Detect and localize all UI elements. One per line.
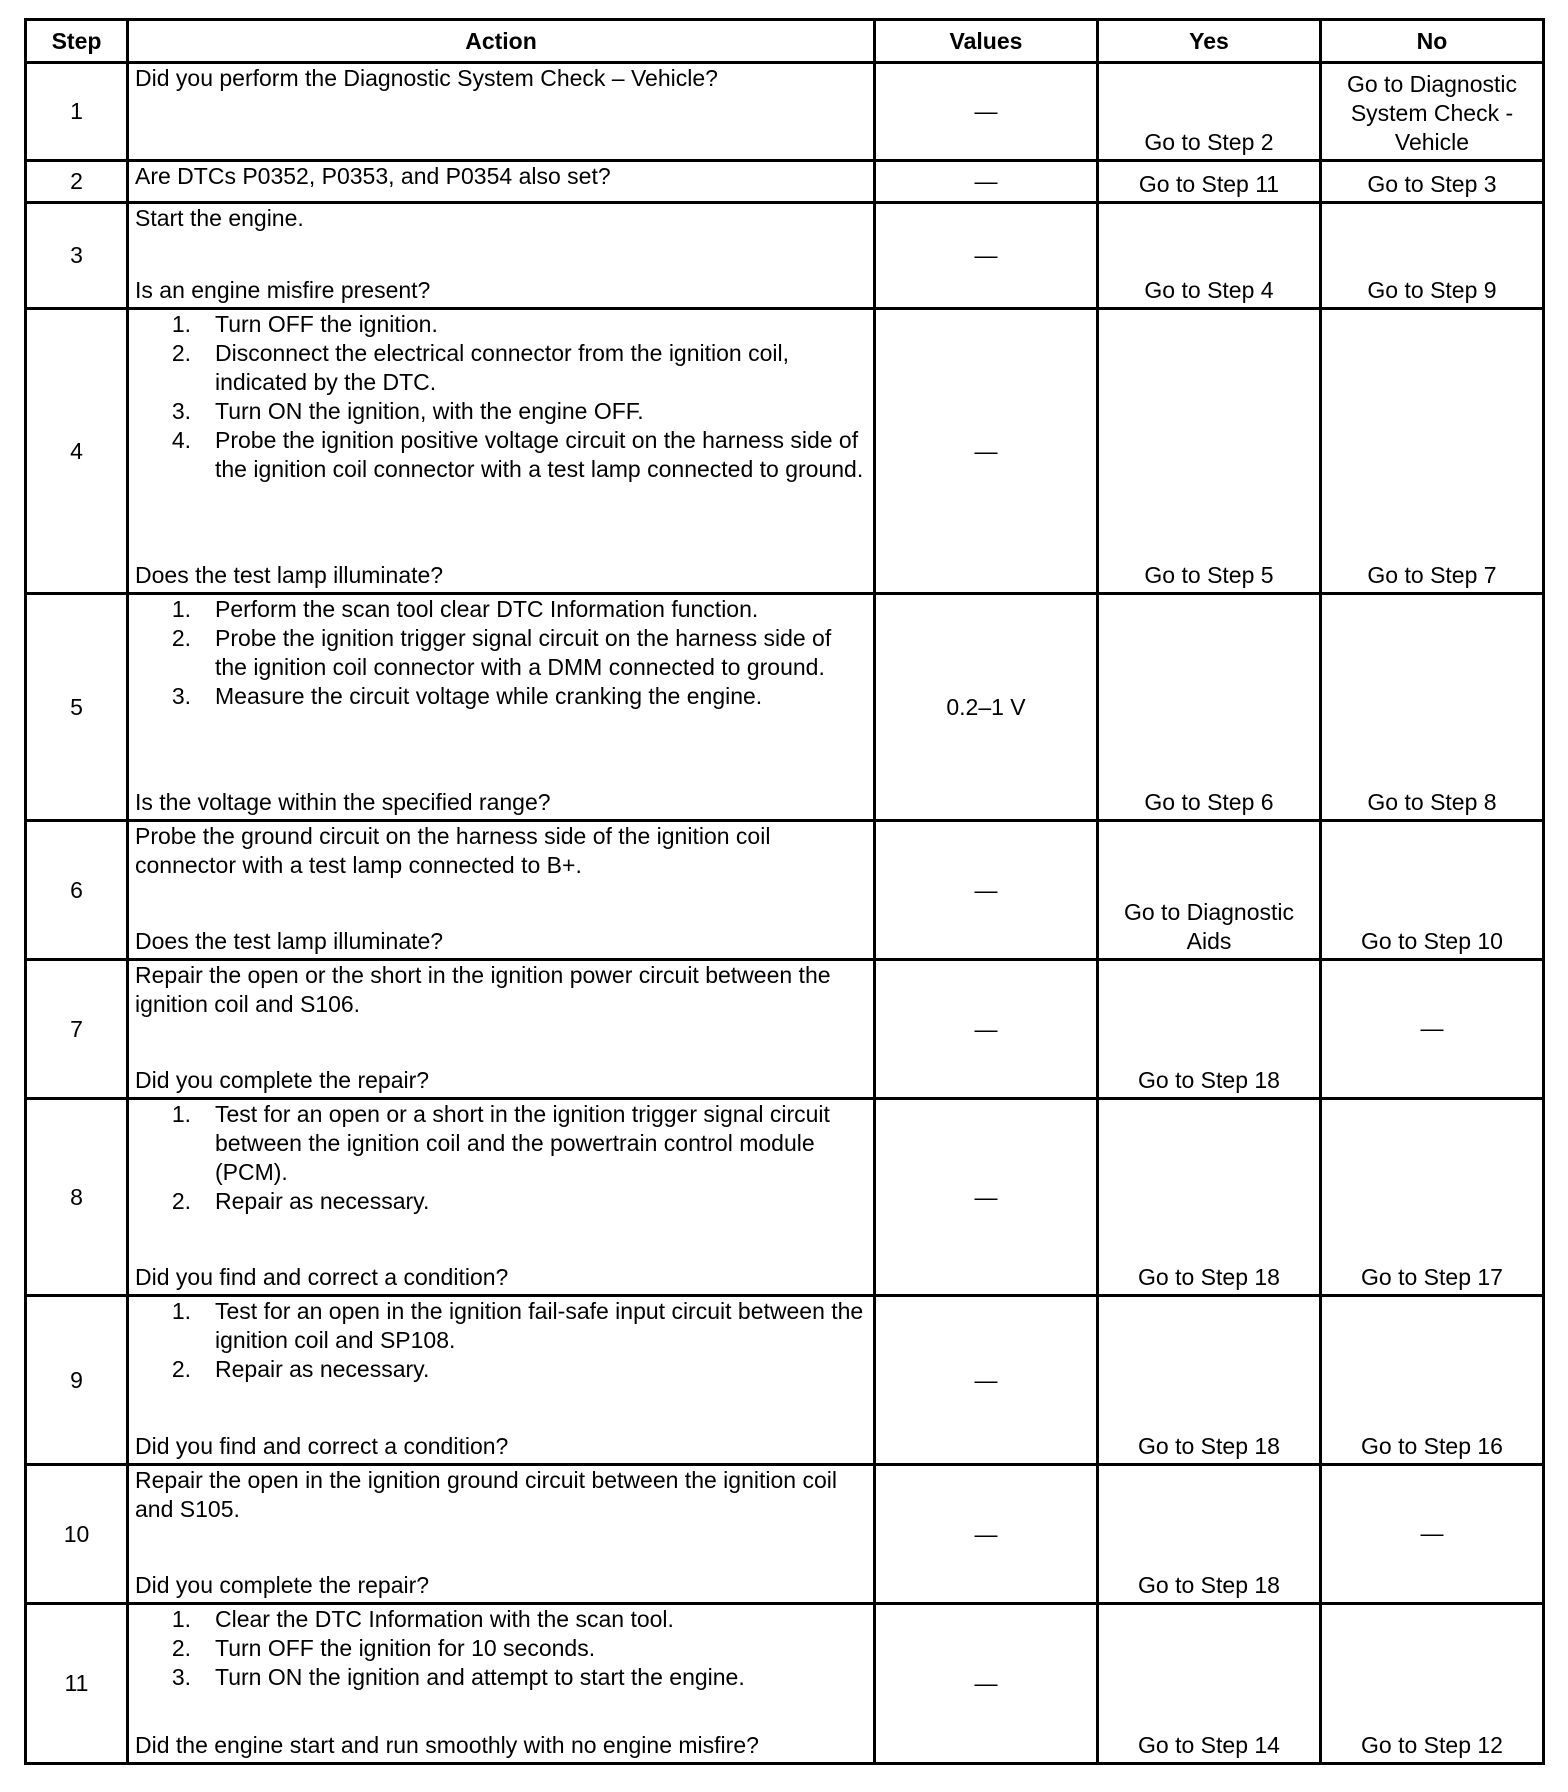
yes-cell: Go to Step 5 (1098, 309, 1321, 594)
header-no: No (1321, 20, 1544, 63)
action-question: Did you complete the repair? (135, 1067, 430, 1093)
step-number-cell: 8 (26, 1099, 128, 1296)
action-step-list (135, 310, 867, 484)
action-content (135, 822, 867, 956)
step-number-cell: 10 (26, 1465, 128, 1604)
no-cell: Go to Step 3 (1321, 161, 1544, 203)
action-step-number: 3. (171, 398, 191, 424)
action-step-text: Turn OFF the ignition for 10 seconds. (215, 1635, 596, 1661)
action-cell (128, 203, 875, 309)
action-content (135, 595, 867, 817)
action-content (135, 1100, 867, 1292)
step-number-cell: 2 (26, 161, 128, 203)
yes-cell: Go to Diagnostic Aids (1098, 821, 1321, 960)
action-step-text: Repair as necessary. (215, 1356, 430, 1382)
action-step-item (135, 1187, 867, 1216)
action-step-number: 2. (171, 340, 191, 366)
action-top (135, 595, 867, 711)
action-cell (128, 1604, 875, 1764)
table-row (26, 1604, 1544, 1764)
step-number-cell: 3 (26, 203, 128, 309)
action-step-text: Disconnect the electrical connector from the ignition coil, indicated by the DTC. (215, 340, 790, 395)
yes-cell: Go to Step 4 (1098, 203, 1321, 309)
action-content (135, 204, 867, 305)
action-step-text: Probe the ignition positive voltage circuit on the harness side of the ignition coil connector with a test lamp connected to ground. (215, 427, 864, 482)
step-number-cell: 4 (26, 309, 128, 594)
action-question: Did the engine start and run smoothly with no engine misfire? (135, 1732, 759, 1758)
action-question: Is an engine misfire present? (135, 277, 431, 303)
table-row (26, 309, 1544, 594)
yes-cell: Go to Step 11 (1098, 161, 1321, 203)
table-row (26, 1099, 1544, 1296)
action-top (135, 204, 867, 233)
action-top (135, 961, 867, 1019)
action-cell (128, 63, 875, 161)
action-step-list (135, 595, 867, 711)
action-step-number: 1. (171, 1101, 191, 1127)
action-step-number: 1. (171, 596, 191, 622)
action-top (135, 822, 867, 880)
action-text: Did you perform the Diagnostic System Check – Vehicle? (135, 65, 718, 91)
action-step-text: Repair as necessary. (215, 1188, 430, 1214)
header-yes: Yes (1098, 20, 1321, 63)
table-row (26, 1296, 1544, 1465)
values-cell: — (875, 63, 1098, 161)
header-values: Values (875, 20, 1098, 63)
action-text: Repair the open in the ignition ground circuit between the ignition coil and S105. (135, 1467, 837, 1522)
header-row (26, 20, 1544, 63)
action-question: Does the test lamp illuminate? (135, 928, 444, 954)
action-step-text: Test for an open or a short in the ignition trigger signal circuit between the ignition coil and the powertrain control module (PCM). (215, 1101, 830, 1185)
step-number-cell: 9 (26, 1296, 128, 1465)
action-step-item (135, 339, 867, 397)
action-step-text: Probe the ignition trigger signal circuit on the harness side of the ignition coil connector with a DMM connected to ground. (215, 625, 832, 680)
step-number-cell: 7 (26, 960, 128, 1099)
values-cell: — (875, 821, 1098, 960)
action-step-text: Perform the scan tool clear DTC Information function. (215, 596, 759, 622)
action-content (135, 1605, 867, 1760)
action-question: Did you find and correct a condition? (135, 1264, 509, 1290)
action-step-text: Turn OFF the ignition. (215, 311, 438, 337)
action-step-item (135, 426, 867, 484)
action-question: Did you find and correct a condition? (135, 1433, 509, 1459)
yes-cell: Go to Step 18 (1098, 1296, 1321, 1465)
header-step: Step (26, 20, 128, 63)
yes-cell: Go to Step 14 (1098, 1604, 1321, 1764)
action-top (135, 1297, 867, 1384)
action-step-item (135, 624, 867, 682)
step-number-cell: 6 (26, 821, 128, 960)
action-text: Start the engine. (135, 205, 304, 231)
action-step-number: 2. (171, 625, 191, 651)
yes-cell: Go to Step 6 (1098, 594, 1321, 821)
values-cell: 0.2–1 V (875, 594, 1098, 821)
action-step-number: 2. (171, 1356, 191, 1382)
action-question: Does the test lamp illuminate? (135, 562, 444, 588)
action-step-number: 1. (171, 311, 191, 337)
header-action: Action (128, 20, 875, 63)
action-step-number: 1. (171, 1298, 191, 1324)
values-cell: — (875, 203, 1098, 309)
action-question: Is the voltage within the specified range? (135, 789, 551, 815)
yes-cell: Go to Step 2 (1098, 63, 1321, 161)
table-row (26, 594, 1544, 821)
action-cell (128, 1296, 875, 1465)
action-step-text: Turn ON the ignition and attempt to start the engine. (215, 1664, 745, 1690)
action-step-number: 3. (171, 1664, 191, 1690)
action-step-item (135, 595, 867, 624)
action-content (135, 64, 867, 157)
values-cell: — (875, 161, 1098, 203)
action-step-text: Measure the circuit voltage while cranking the engine. (215, 683, 763, 709)
action-step-item (135, 310, 867, 339)
yes-cell: Go to Step 18 (1098, 1099, 1321, 1296)
action-content (135, 162, 867, 199)
action-step-text: Clear the DTC Information with the scan tool. (215, 1606, 674, 1632)
table-row (26, 63, 1544, 161)
no-cell: Go to Step 12 (1321, 1604, 1544, 1764)
no-cell: Go to Step 9 (1321, 203, 1544, 309)
action-step-item (135, 1297, 867, 1355)
action-step-text: Test for an open in the ignition fail-safe input circuit between the ignition coil and SP108. (215, 1298, 864, 1353)
action-top (135, 310, 867, 484)
action-step-item (135, 1100, 867, 1187)
action-question: Did you complete the repair? (135, 1572, 430, 1598)
no-cell: Go to Step 16 (1321, 1296, 1544, 1465)
action-step-number: 1. (171, 1606, 191, 1632)
action-step-list (135, 1297, 867, 1384)
values-cell: — (875, 1296, 1098, 1465)
action-step-item (135, 1355, 867, 1384)
action-step-number: 2. (171, 1635, 191, 1661)
action-step-item (135, 397, 867, 426)
action-content (135, 961, 867, 1095)
action-step-number: 3. (171, 683, 191, 709)
action-step-number: 2. (171, 1188, 191, 1214)
action-step-list (135, 1605, 867, 1692)
step-number-cell: 11 (26, 1604, 128, 1764)
no-cell: — (1321, 1465, 1544, 1604)
action-step-item (135, 682, 867, 711)
action-cell (128, 161, 875, 203)
action-cell (128, 1099, 875, 1296)
table-row (26, 821, 1544, 960)
action-content (135, 1297, 867, 1461)
values-cell: — (875, 960, 1098, 1099)
action-cell (128, 1465, 875, 1604)
action-text: Probe the ground circuit on the harness side of the ignition coil connector with a test lamp connected to B+. (135, 823, 771, 878)
no-cell: Go to Step 10 (1321, 821, 1544, 960)
diagnostic-table (24, 18, 1545, 1765)
table-row (26, 960, 1544, 1099)
step-number-cell: 5 (26, 594, 128, 821)
step-number-cell: 1 (26, 63, 128, 161)
action-cell (128, 960, 875, 1099)
action-step-item (135, 1634, 867, 1663)
action-text: Are DTCs P0352, P0353, and P0354 also set? (135, 163, 611, 189)
action-step-item (135, 1663, 867, 1692)
action-top (135, 64, 867, 93)
values-cell: — (875, 1604, 1098, 1764)
action-content (135, 1466, 867, 1600)
action-content (135, 310, 867, 590)
table-row (26, 161, 1544, 203)
values-cell: — (875, 1099, 1098, 1296)
action-cell (128, 821, 875, 960)
table-row (26, 203, 1544, 309)
no-cell: Go to Step 8 (1321, 594, 1544, 821)
action-step-text: Turn ON the ignition, with the engine OFF. (215, 398, 644, 424)
action-cell (128, 594, 875, 821)
values-cell: — (875, 309, 1098, 594)
yes-cell: Go to Step 18 (1098, 960, 1321, 1099)
action-step-number: 4. (171, 427, 191, 453)
table-row (26, 1465, 1544, 1604)
action-top (135, 1605, 867, 1692)
action-step-item (135, 1605, 867, 1634)
no-cell: Go to Step 17 (1321, 1099, 1544, 1296)
no-cell: Go to Diagnostic System Check - Vehicle (1321, 63, 1544, 161)
yes-cell: Go to Step 18 (1098, 1465, 1321, 1604)
action-top (135, 1100, 867, 1216)
action-cell (128, 309, 875, 594)
no-cell: Go to Step 7 (1321, 309, 1544, 594)
no-cell: — (1321, 960, 1544, 1099)
action-step-list (135, 1100, 867, 1216)
action-top (135, 162, 867, 191)
action-text: Repair the open or the short in the ignition power circuit between the ignition coil and S106. (135, 962, 831, 1017)
action-top (135, 1466, 867, 1524)
values-cell: — (875, 1465, 1098, 1604)
